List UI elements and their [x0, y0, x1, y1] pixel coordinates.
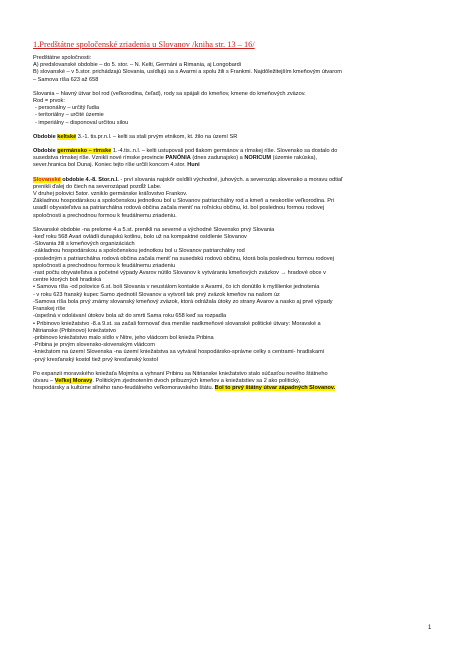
germanske-line-2 [33, 155, 443, 162]
list-line-9: • Samova ríša -od polovice 6.st. boli Slovania v neustálom kontakte s Avarmi, čo ich donútilo k myšlienke jednotenia [33, 284, 320, 291]
list-line-6: spoločnosti a prechodnou formou k feudálnemu zriadeniu [33, 262, 176, 269]
list-line-5: -posledným s patriarchálna rodová občina začala meniť na susedskú rodovú občinu, ktorá bola poslednou formou rodovej [33, 255, 334, 262]
rod-heading: Rod = prvok: [33, 98, 65, 105]
slovanske-label: obdobie [60, 176, 86, 183]
rod-item-imperial: - imperiálny – disponoval určitou silou [35, 119, 129, 126]
list-line-12: Franskej ríše [33, 306, 66, 313]
rod-item-personal: - personálny – určitý ľudia [35, 105, 100, 112]
slovanske-line-6: spoločnosti a prechodnou formou k feudálnemu zriadeniu. [33, 212, 177, 219]
page-title: 1.Predštátne spoločenské zriadenia u Slovanov /kniha str. 13 – 16/ [33, 40, 255, 49]
prvy-statny-utvar-highlight: Bol to prvý štátny útvar západných Slovanov. [214, 385, 336, 392]
list-line-17: -Pribina je prvým slovensko-slovenským vládcom [33, 342, 155, 349]
last-text: . Politickým zjednotením dvoch príbuzných kmeňov a kniežatstiev sa 2 ako politický, [92, 377, 301, 384]
list-line-2: -keď roku 568 Avari ovládli dunajskú kotlinu, bolo už na kompaktné osídlenie Slovanov [33, 234, 247, 241]
last-text: hospodársky a kultúrne silného rano-feudálneho veľkomoravského štátu. [33, 385, 215, 392]
keltske-label: Obdobie [33, 133, 58, 140]
list-line-3: -Slovania žili s kmeňových organizáciách [33, 241, 135, 248]
spacer [33, 220, 443, 227]
slovanske-line-5: usadlí obyvateľstva sa patriarchálna rodová občina začala meniť na roľnícku občinu, kt. bol poslednou formou rodovej [33, 205, 325, 212]
predstatne-item-b: B) slovanské – v 5.stor. prichádzajú Slovania, usídlujú sa s Avarmi a spolu žili s Frankmi. Najdôležitejším kmeňovým útvarom [33, 69, 342, 76]
germanske-text: (dnes zadunajsko) a [190, 155, 245, 162]
predstatne-heading: Predštátne spoločnosti: [33, 55, 92, 61]
rod-intro: Slovania – hlavný útvar bol rod (veľkorodina, čeľad), rody sa spájali do kmeňov, kmene do kmeňových zväzov. [33, 90, 306, 97]
spacer [33, 170, 443, 177]
slovanske-line-4: Základnou hospodárskou a spoločenskou jednotkou bol u Slovanov patriarchálny rod a kmeň a neskoršie veľkorodina. Pri [33, 198, 335, 205]
list-line-18: -kniežatom na území Slovenska -na území kniežatstva sa vytváral hospodársko-správne celky s centrami- hradiskami [33, 349, 324, 356]
page-number: 1 [428, 625, 432, 631]
slovanske-line-2: prenikli ďalej do čiech na severozápad pozdĺž Labe. [33, 183, 162, 190]
germanske-text: (územie rakúska), [271, 155, 318, 162]
list-line-11: -Samova ríša bola prvý známy slovanský kmeňový zväzok, ktorá odrážala útoky zo strany Avarov a nasko aj prvé výpady [33, 298, 333, 305]
germanske-label: Obdobie [33, 148, 58, 155]
list-line-14: • Pribinovo kniežatstvo -8.a 9.st. sa začali formovať dva menšie nadkmeňové slovanské politické útvary: Moravské a [33, 320, 321, 327]
document-body [33, 40, 443, 392]
list-line-16: -pribinovo kniežatstvo malo sídlo v Nitre, jeho vládcom bol knieža Pribina [33, 334, 214, 341]
slovanske-text: - prví slovania najskôr osídlili východné, juhových. a severozáp.slovensko a moravu odtiaľ [118, 176, 343, 183]
list-line-7: -rast počtu obyvateľstva a početné výpady Avarov nútilo Slovanov k vytváraniu kmeňových zväzkov → hradové obce v [33, 270, 326, 277]
slovanske-highlight: Slovanské [33, 176, 61, 183]
slovanske-line-3: V druhej polovici 5stor. vzniklo germánske kráľovstvo Frankov. [33, 191, 188, 198]
list-line-13: -úspešná v odolávaní útokov bola až do smrti Sama roku 658 keď sa rozpadla [33, 313, 227, 320]
spacer [33, 141, 443, 148]
rod-item-territorial: - teritoriálny – určité územie [35, 112, 104, 119]
panonia-term: PANÓNIA [165, 155, 191, 162]
spacer [33, 84, 443, 91]
list-line-10: - v roku 623 franský kupec Samo zjednotil Slovanov a vytvoril tak prvý zväzok kmeňov na našom úz [33, 291, 280, 298]
spacer [33, 364, 443, 371]
germanske-text: sever.hranica bol Dunaj. Koniec tejto ríše určili koncom 4.stor. [33, 162, 188, 169]
keltske-paragraph [33, 134, 443, 141]
velka-morava-highlight: Veľkej Moravy [54, 377, 93, 384]
huni-term: Huni [187, 162, 200, 169]
germanske-highlight: germánsko – rímske [57, 148, 112, 155]
spacer [33, 127, 443, 134]
last-line-1: Po expanzii moravského kniežaťa Mojmíra a vyhnaní Pribinu sa Nitrianske kniežatstvo stalo súčasťou nového štátneho [33, 370, 328, 377]
list-line-15: Nitrianske (Pribinovo) kniežatstvo [33, 327, 117, 334]
list-line-4: -základnou hospodárskou a spoločenskou jednotkou bol u Slovanov patriarchálny rod [33, 248, 245, 255]
list-line-8: centre ktorých boli hradiská [33, 277, 102, 284]
germanske-line-3 [33, 162, 443, 169]
last-text: útvaru – [33, 377, 55, 384]
last-line-2 [33, 378, 443, 385]
predstatne-item-a: A) predslovanské obdobie – do 5. stor. – N. Kelti, Germáni a Rimania, aj Longobardi [33, 62, 242, 69]
germanske-text: susedstva rímskej ríše. Vznikli nové rímske provincie [33, 155, 166, 162]
germanske-text: 1.-4.tis..n.l. – kelti ustupovali pod tlakom germánov a rímskej ríše. Slovensko sa dostalo do [111, 148, 338, 155]
keltske-highlight: keltské [57, 133, 77, 140]
slovanske-line-1 [33, 177, 443, 184]
list-line-1: Slovanské obdobie -na prelome 4.a 5.st. prenikli na severné a východné Slovensko prvý Slovania [33, 226, 275, 233]
noricum-term: NORICUM [244, 155, 272, 162]
slovanske-dates: 4.-8. Stor.n.l. [85, 176, 119, 183]
keltske-text: 3.-1. tis.pr.n.l. – kelti sa stali prvým etnikom, kt. žilo na území SR [76, 133, 238, 140]
list-line-19: -prvý kresťanský kostol tiež prvý kresťanský kostol [33, 356, 158, 363]
last-line-3 [33, 385, 443, 392]
predstatne-item-b-cont: – Samova ríša 623 až 658 [33, 76, 99, 83]
